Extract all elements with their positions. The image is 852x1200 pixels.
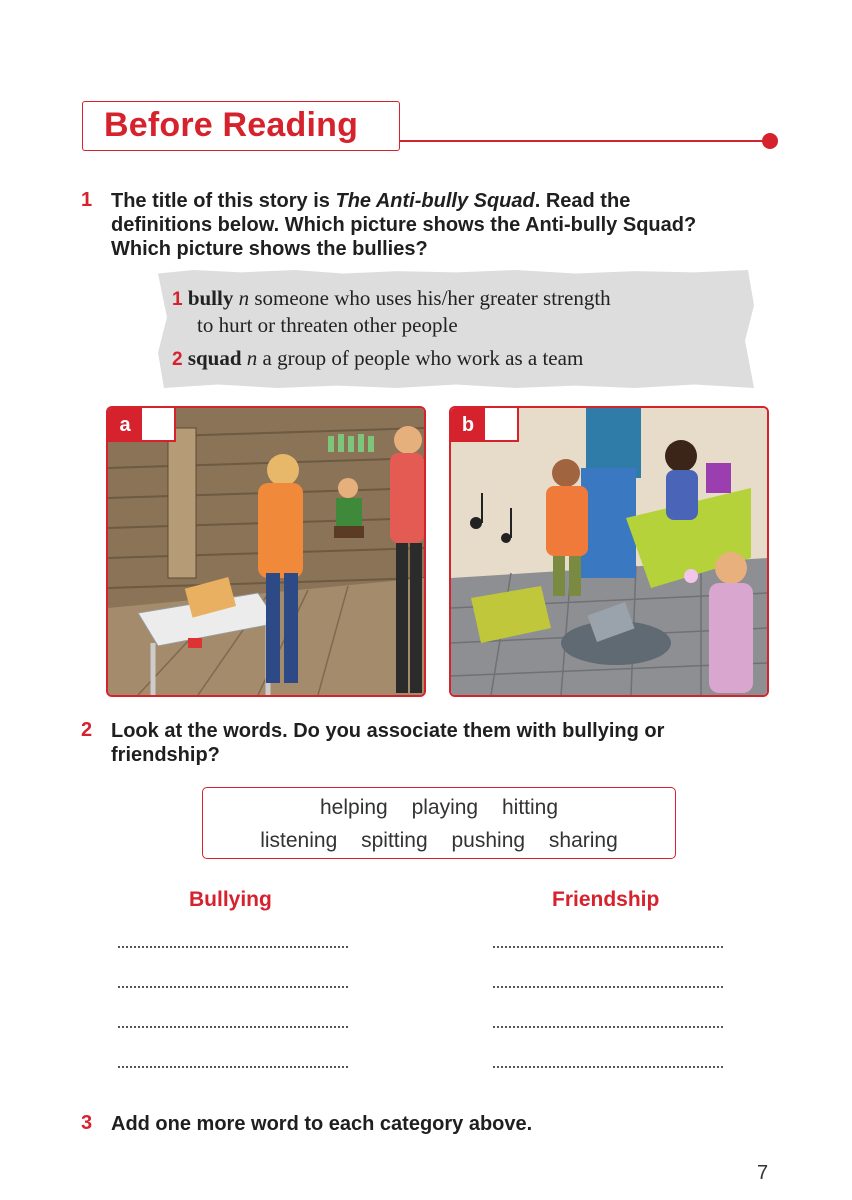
bullying-answer-line-4[interactable] [118,1066,348,1068]
word-helping: helping [319,796,388,819]
word-playing: playing [411,796,479,819]
question-1-text-end: . Read the [534,190,631,212]
question-1-number: 1 [81,189,93,211]
question-1-line-1 [111,189,791,213]
picture-a-label: a [108,408,142,442]
question-2-number: 2 [81,719,93,741]
category-bullying: Bullying [189,888,272,911]
word-row-2 [203,829,675,853]
bullies-illustration [108,408,424,695]
category-friendship: Friendship [552,888,660,911]
question-1-line-3: Which picture shows the bullies? [111,238,428,260]
definition-1-text: someone who uses his/her greater strength [254,286,611,310]
definition-1-continued: to hurt or threaten other people [197,313,458,337]
bullying-answer-line-1[interactable] [118,946,348,948]
picture-b [449,406,769,697]
question-3-number: 3 [81,1112,93,1134]
bullying-answer-line-3[interactable] [118,1026,348,1028]
picture-a [106,406,426,697]
definition-2-pos: n [246,346,258,370]
word-spitting: spitting [361,829,428,852]
word-pushing: pushing [451,829,526,852]
definition-2-number: 2 [172,349,183,370]
word-row-1 [203,796,675,820]
anti-bully-squad-illustration [451,408,767,695]
title-rule-dot [762,133,778,149]
friendship-answer-line-3[interactable] [493,1026,723,1028]
definition-2-text: a group of people who work as a team [262,346,584,370]
definition-1-pos: n [238,286,250,310]
title-rule [400,140,768,142]
word-listening: listening [260,829,338,852]
picture-a-answer-box[interactable] [142,408,176,442]
story-title: The Anti-bully Squad [335,190,535,212]
bullying-answer-line-2[interactable] [118,986,348,988]
question-2-line-2: friendship? [111,744,220,766]
word-sharing: sharing [548,829,618,852]
word-hitting: hitting [501,796,559,819]
question-1-text-start: The title of this story is [111,190,336,212]
definition-1 [172,285,732,313]
friendship-answer-line-1[interactable] [493,946,723,948]
section-title: Before Reading [104,106,359,144]
picture-b-label: b [451,408,485,442]
question-1-text [111,189,791,261]
page-number: 7 [757,1162,769,1184]
friendship-answer-line-2[interactable] [493,986,723,988]
definition-2 [172,345,732,373]
question-2-line-1: Look at the words. Do you associate them with bullying or [111,720,665,742]
question-2-text [111,719,791,767]
word-box [202,787,676,859]
question-1-line-2: definitions below. Which picture shows the Anti-bully Squad? [111,214,697,236]
definition-1-word: bully [187,286,234,310]
definition-2-word: squad [187,346,242,370]
friendship-answer-line-4[interactable] [493,1066,723,1068]
question-3-text: Add one more word to each category above. [111,1113,533,1135]
picture-b-answer-box[interactable] [485,408,519,442]
definition-1-number: 1 [172,289,183,310]
